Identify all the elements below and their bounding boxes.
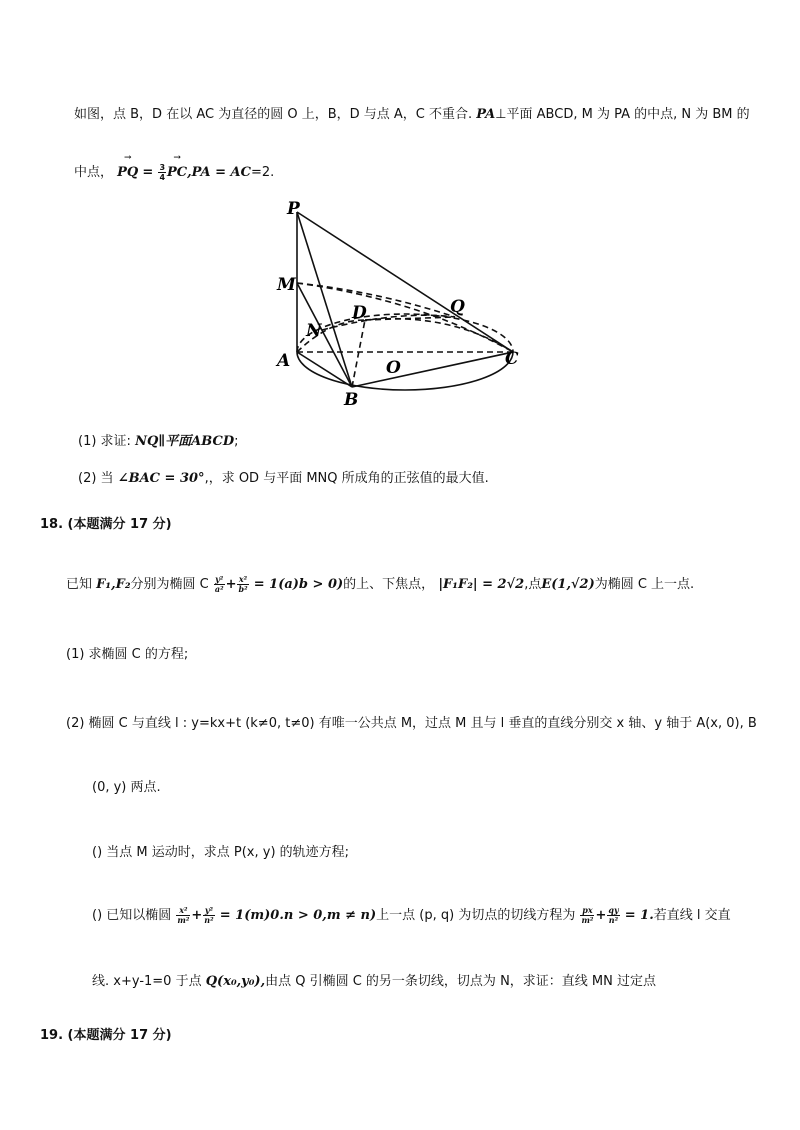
p17-line2-prefix: 中点，	[74, 165, 114, 180]
sub2-frac-y: $\frac{\text{y²}}{\text{n²}}$	[204, 905, 214, 925]
p17-part1-math: NQ∥平面ABCD	[135, 434, 235, 449]
p18-sub2-cond: = 1(m)0.n > 0,m ≠ n)	[219, 908, 377, 923]
label-c: C	[505, 349, 519, 369]
circle-front-arc	[297, 352, 513, 390]
p17-part2-prefix: (2) 当	[78, 471, 114, 486]
p17-part2-suffix: ,，求 OD 与平面 MNQ 所成角的正弦值的最大值.	[204, 471, 489, 486]
label-m: M	[277, 275, 296, 295]
ellipse-frac-y: $\frac{\text{y²}}{\text{a²}}$	[214, 574, 224, 594]
p17-intro-a: 如图，点 B，D 在以 AC 为直径的圆 O 上，B，D 与点 A，C 不重合.	[74, 107, 473, 122]
p18-header: 18. (本题满分 17 分)	[40, 517, 172, 532]
p18-sub2-c: 若直线 l 交直	[653, 908, 731, 923]
p17-part2-math: ∠BAC = 30°	[117, 471, 205, 486]
p17-eq: =	[142, 165, 154, 180]
p18-sub2-line2	[92, 972, 656, 992]
p17-intro-line	[74, 105, 750, 125]
p18-sub2-line2-b: 由点 Q 引椭圆 C 的另一条切线，切点为 N，求证：直线 MN 过定点	[265, 974, 656, 989]
p18-f1f2: F₁,F₂	[96, 577, 131, 592]
p18-point-e: E(1,√2)	[541, 577, 595, 592]
edge-pc	[297, 212, 513, 352]
label-n: N	[306, 321, 322, 341]
p17-part1	[78, 432, 239, 452]
edge-bc	[352, 352, 513, 387]
label-b: B	[344, 390, 359, 410]
label-p: P	[287, 199, 300, 219]
tangent-frac-y: $\frac{qy}{\text{n²}}$	[608, 905, 619, 925]
segment-bd	[352, 320, 365, 387]
p17-line2	[74, 153, 275, 186]
vector-pc: → PC	[167, 153, 188, 180]
ellipse-frac-x: $\frac{\text{x²}}{\text{b²}}$	[238, 574, 248, 594]
p18-stem-d: ,点	[524, 577, 542, 592]
p18-sub2-plus: +	[191, 908, 203, 923]
label-d: D	[352, 303, 367, 323]
label-o: O	[386, 358, 401, 378]
geometry-figure	[270, 192, 530, 412]
label-a: A	[277, 351, 291, 371]
p18-part2-line1: (2) 椭圆 C 与直线 l : y=kx+t (k≠0, t≠0) 有唯一公共点 M，过点 M 且与 l 垂直的直线分别交 x 轴、y 轴于 A(x, 0), B	[66, 716, 757, 731]
p18-ell-cond: = 1(a)b > 0)	[253, 577, 344, 592]
p17-part2	[78, 469, 489, 489]
p18-dist: |F₁F₂| = 2√2	[438, 577, 525, 592]
segment-dc	[365, 319, 513, 352]
p18-sub2-eq: = 1.	[624, 908, 654, 923]
p18-stem	[66, 572, 694, 598]
sub2-frac-x: $\frac{\text{x²}}{\text{m²}}$	[177, 905, 190, 925]
p17-intro-pa: PA	[476, 107, 496, 122]
p18-sub2-q: Q(x₀,y₀),	[205, 974, 266, 989]
p17-part1-suffix: ;	[234, 434, 239, 449]
p18-sub2-line2-a: 线. x+y-1=0 于点	[92, 974, 202, 989]
p18-sub2-plus2: +	[595, 908, 607, 923]
p19-header: 19. (本题满分 17 分)	[40, 1028, 172, 1043]
p18-stem-b: 分别为椭圆 C	[130, 577, 209, 592]
p18-sub2-a: () 已知以椭圆	[92, 908, 172, 923]
p18-stem-c: 的上、下焦点，	[343, 577, 435, 592]
p18-stem-e: 为椭圆 C 上一点.	[594, 577, 695, 592]
tangent-frac-x: $\frac{px}{\text{m²}}$	[581, 905, 594, 925]
p18-sub1: () 当点 M 运动时，求点 P(x, y) 的轨迹方程;	[92, 845, 350, 860]
p18-stem-a: 已知	[66, 577, 93, 592]
p18-part2-line2: (0, y) 两点.	[92, 780, 161, 795]
p18-part1: (1) 求椭圆 C 的方程;	[66, 647, 189, 662]
p18-plus: +	[225, 577, 237, 592]
p18-sub2-b: 上一点 (p, q) 为切点的切线方程为	[376, 908, 576, 923]
vector-pq: → PQ	[117, 153, 139, 180]
edge-ab	[297, 352, 352, 387]
p17-pa-ac: ,PA = AC	[187, 165, 251, 180]
p17-intro-c: ⊥平面 ABCD, M 为 PA 的中点, N 为 BM 的	[495, 107, 750, 122]
p18-sub2	[92, 903, 731, 929]
p17-part1-prefix: (1) 求证:	[78, 434, 131, 449]
p17-eq-tail: =2.	[250, 165, 275, 180]
fraction-three-quarters: $\frac{3}{4}$	[159, 163, 166, 182]
label-q: Q	[450, 297, 465, 317]
